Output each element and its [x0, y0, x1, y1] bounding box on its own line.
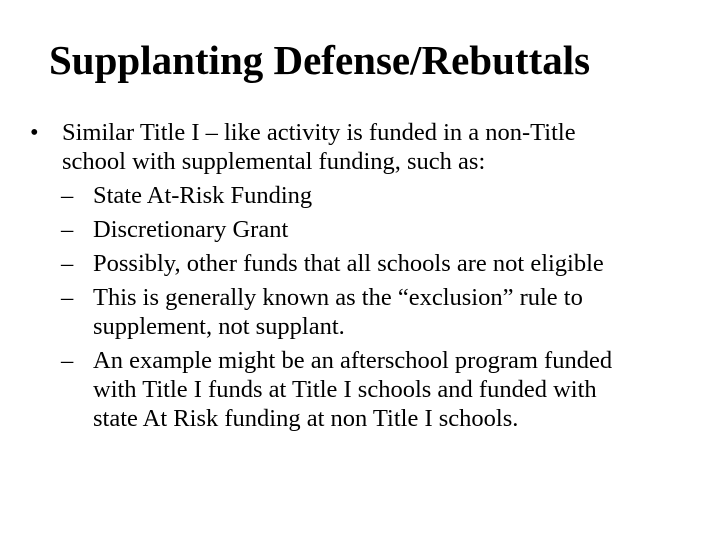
sub-bullet-item: [30, 181, 640, 210]
sub-bullet-item: [30, 283, 640, 341]
dash-icon: –: [61, 182, 74, 209]
slide-body: [30, 118, 640, 438]
dash-icon: –: [61, 250, 74, 277]
sub-bullet-list: [30, 181, 640, 433]
dash-icon: –: [61, 347, 74, 374]
sub-bullet-item: [30, 346, 640, 433]
dash-icon: –: [61, 216, 74, 243]
sub-bullet-text: State At-Risk Funding: [93, 182, 313, 209]
bullet-icon: •: [30, 119, 39, 146]
bullet-item: [30, 118, 640, 176]
bullet-text: Similar Title I – like activity is funded in a non-Title school with supplemental funding, such as:: [62, 119, 576, 175]
sub-bullet-text: Possibly, other funds that all schools are not eligible: [93, 250, 604, 277]
sub-bullet-text: Discretionary Grant: [93, 216, 289, 243]
sub-bullet-text: An example might be an afterschool program funded with Title I funds at Title I schools and funded with state At Risk funding at non Title I schools.: [93, 347, 613, 432]
sub-bullet-text: This is generally known as the “exclusion” rule to supplement, not supplant.: [93, 284, 583, 340]
sub-bullet-item: [30, 249, 640, 278]
sub-bullet-item: [30, 215, 640, 244]
dash-icon: –: [61, 284, 74, 311]
slide-title: Supplanting Defense/Rebuttals: [49, 37, 591, 83]
